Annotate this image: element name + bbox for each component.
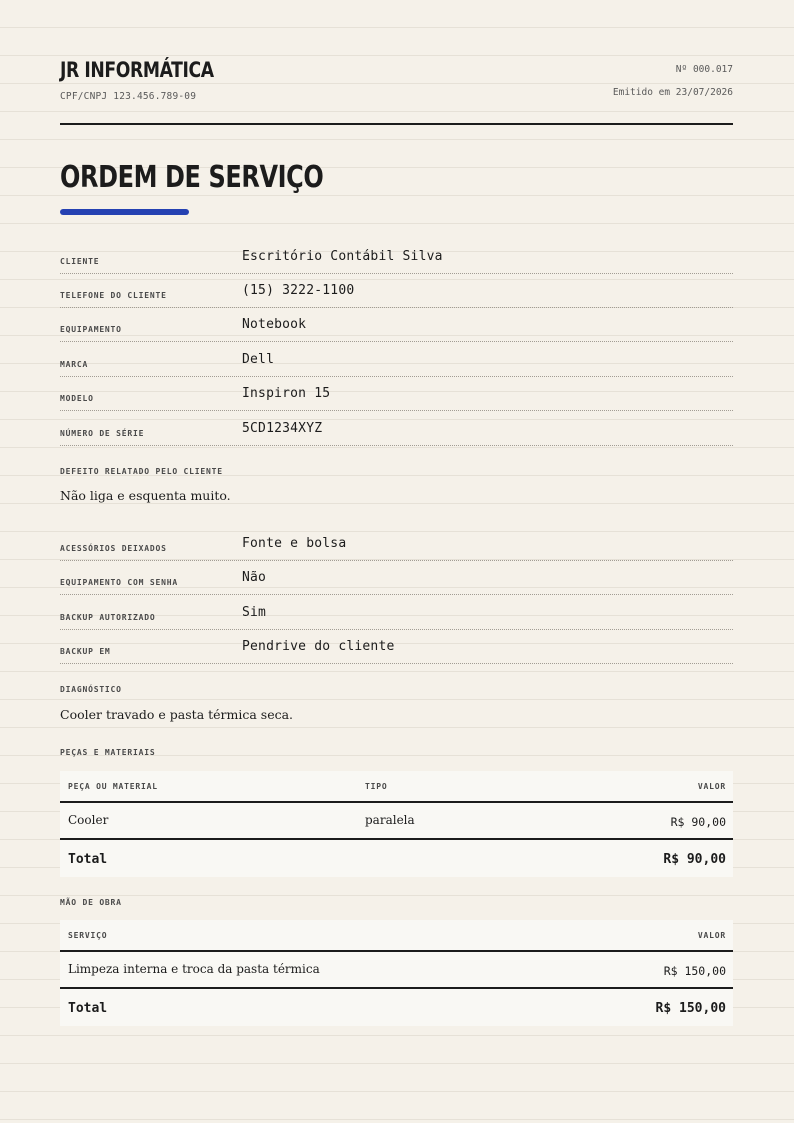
field-label: EQUIPAMENTO COM SENHA: [60, 578, 178, 587]
labor-section-label: MÃO DE OBRA: [60, 898, 122, 907]
table-total-row: [60, 989, 733, 1026]
column-header-item: PEÇA OU MATERIAL: [68, 782, 158, 791]
field-modelo: [60, 376, 733, 411]
total-value: R$ 150,00: [655, 1001, 726, 1016]
parts-table: [60, 771, 733, 877]
company-name: JR INFORMÁTICA: [60, 58, 214, 82]
field-label: TELEFONE DO CLIENTE: [60, 291, 167, 300]
issue-date: Emitido em 23/07/2026: [612, 87, 733, 98]
total-label: Total: [68, 1001, 108, 1016]
table-row: [60, 803, 733, 840]
field-value: Inspiron 15: [242, 386, 331, 401]
field-numero-serie: [60, 411, 733, 446]
cell-service: Limpeza interna e troca da pasta térmica: [68, 962, 320, 976]
page-title: ORDEM DE SERVIÇO: [60, 160, 324, 195]
field-label: ACESSÓRIOS DEIXADOS: [60, 544, 167, 553]
table-row: [60, 952, 733, 989]
parts-section-label: PEÇAS E MATERIAIS: [60, 748, 156, 757]
company-tax-id: CPF/CNPJ 123.456.789-09: [60, 91, 197, 102]
column-header-type: TIPO: [365, 782, 388, 791]
field-value: Notebook: [242, 317, 307, 332]
field-value: Sim: [242, 605, 267, 620]
column-header-service: SERVIÇO: [68, 931, 108, 940]
field-label: BACKUP EM: [60, 647, 111, 656]
field-marca: [60, 342, 733, 377]
field-label: MODELO: [60, 394, 94, 403]
diagnosis-text: Cooler travado e pasta térmica seca.: [60, 707, 294, 722]
field-value: 5CD1234XYZ: [242, 421, 323, 436]
cell-type: paralela: [365, 813, 415, 827]
header-divider: [60, 123, 733, 125]
defect-label: DEFEITO RELATADO PELO CLIENTE: [60, 467, 223, 476]
table-header-row: [60, 771, 733, 803]
field-cliente: [60, 239, 733, 274]
cell-value: R$ 150,00: [663, 964, 726, 978]
field-label: BACKUP AUTORIZADO: [60, 613, 156, 622]
field-value: Não: [242, 570, 267, 585]
field-backup-autorizado: [60, 595, 733, 630]
cell-value: R$ 90,00: [670, 815, 726, 829]
field-value: Pendrive do cliente: [242, 639, 395, 654]
field-label: CLIENTE: [60, 257, 100, 266]
diagnosis-label: DIAGNÓSTICO: [60, 685, 122, 694]
field-value: (15) 3222-1100: [242, 283, 355, 298]
field-label: MARCA: [60, 360, 89, 369]
field-value: Dell: [242, 352, 275, 367]
field-value: Escritório Contábil Silva: [242, 249, 443, 264]
labor-table: [60, 920, 733, 1026]
field-backup-em: [60, 629, 733, 664]
table-total-row: [60, 840, 733, 877]
field-telefone: [60, 273, 733, 308]
document-number: Nº 000.017: [675, 64, 733, 75]
total-value: R$ 90,00: [663, 852, 726, 867]
field-senha: [60, 560, 733, 595]
title-accent-bar: [60, 209, 189, 215]
table-header-row: [60, 920, 733, 952]
total-label: Total: [68, 852, 108, 867]
column-header-value: VALOR: [697, 931, 726, 940]
field-acessorios: [60, 526, 733, 561]
field-label: EQUIPAMENTO: [60, 325, 122, 334]
field-equipamento: [60, 307, 733, 342]
cell-item: Cooler: [68, 813, 109, 827]
defect-text: Não liga e esquenta muito.: [60, 488, 231, 503]
field-label: NÚMERO DE SÉRIE: [60, 429, 145, 438]
column-header-value: VALOR: [697, 782, 726, 791]
field-value: Fonte e bolsa: [242, 536, 347, 551]
